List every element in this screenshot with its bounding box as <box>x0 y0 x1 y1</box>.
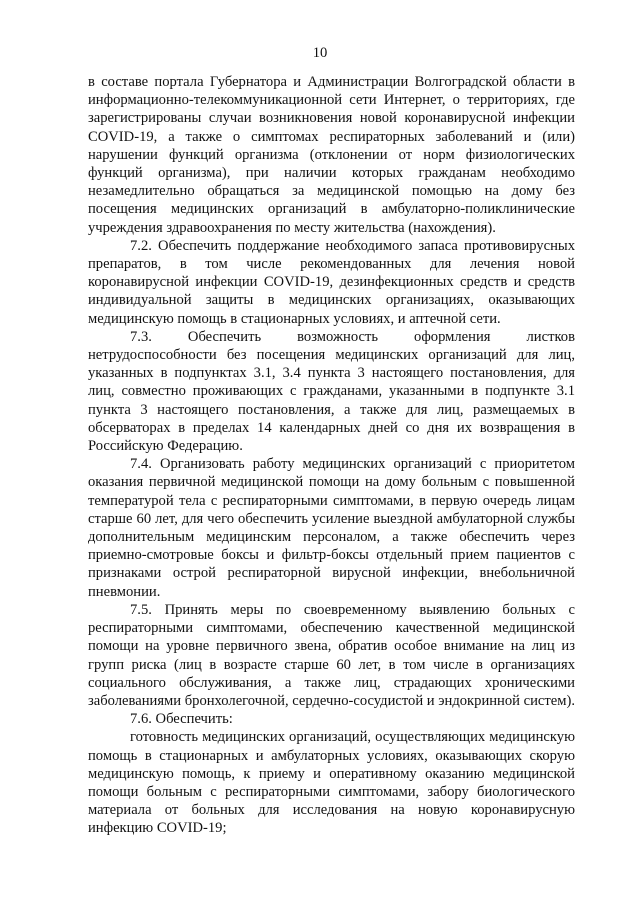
paragraph-7-6-item: готовность медицинских организаций, осуществляющих медицинскую помощь в стационарных и амбулаторных условиях, оказывающих скорую медицинскую помощь, к приему и оперативному оказанию медицинской помощи больным с респираторными симптомами, забору биологического материала от больных для исследования на новую коронавирусную инфекцию COVID-19; <box>88 729 575 837</box>
paragraph-7-2: 7.2. Обеспечить поддержание необходимого запаса противовирусных препаратов, в том числе рекомендованных для лечения новой коронавирусной инфекции COVID-19, дезинфекционных средств и средств индивидуальной защиты в медицинских организациях, оказывающих медицинскую помощь в стационарных условиях, и аптечной сети. <box>88 237 575 327</box>
paragraph-7-3: 7.3. Обеспечить возможность оформления листков нетрудоспособности без посещения медицинских организаций для лиц, указанных в подпунктах 3.1, 3.4 пункта 3 настоящего постановления, для лиц, совместно проживающих с гражданами, указанными в подпункте 3.1 пункта 3 настоящего постановления, а также для лиц, размещаемых в обсерваторах в пределах 14 календарных дней со дня их возвращения в Российскую Федерацию. <box>88 328 575 455</box>
paragraph-7-5: 7.5. Принять меры по своевременному выявлению больных с респираторными симптомами, обеспечению качественной медицинской помощи на уровне первичного звена, обратив особое внимание на лиц из групп риска (лиц в возрасте старше 60 лет, в том числе в организациях социального обслуживания, а также лиц, страдающих хроническими заболеваниями бронхолегочной, сердечно-сосудистой и эндокринной систем). <box>88 601 575 709</box>
paragraph-continuation: в составе портала Губернатора и Администрации Волгоградской области в информационно-телекоммуникационной сети Интернет, о территориях, где зарегистрированы случаи возникновения новой коронавирусной инфекции COVID-19, а также о симптомах респираторных заболеваний и (или) нарушении функций организма (отклонении от норм физиологических функций организма), при наличии которых гражданам необходимо незамедлительно обращаться за медицинской помощью на дому без посещения медицинских организаций в амбулаторно-поликлинические учреждения здравоохранения по месту жительства (нахождения). <box>88 74 575 236</box>
document-body <box>88 73 575 838</box>
paragraph-7-4: 7.4. Организовать работу медицинских организаций с приоритетом оказания первичной медицинской помощи на дому больным с повышенной температурой тела с респираторными симптомами, в первую очередь лицам старше 60 лет, для чего обеспечить усиление выездной амбулаторной службы дополнительным медицинским персоналом, а также обеспечить через приемно-смотровые боксы и фильтр-боксы отдельный прием пациентов с признаками острой респираторной вирусной инфекции, внебольничной пневмонии. <box>88 456 575 600</box>
page-number: 10 <box>312 45 328 61</box>
paragraph-7-6: 7.6. Обеспечить: <box>130 711 233 728</box>
